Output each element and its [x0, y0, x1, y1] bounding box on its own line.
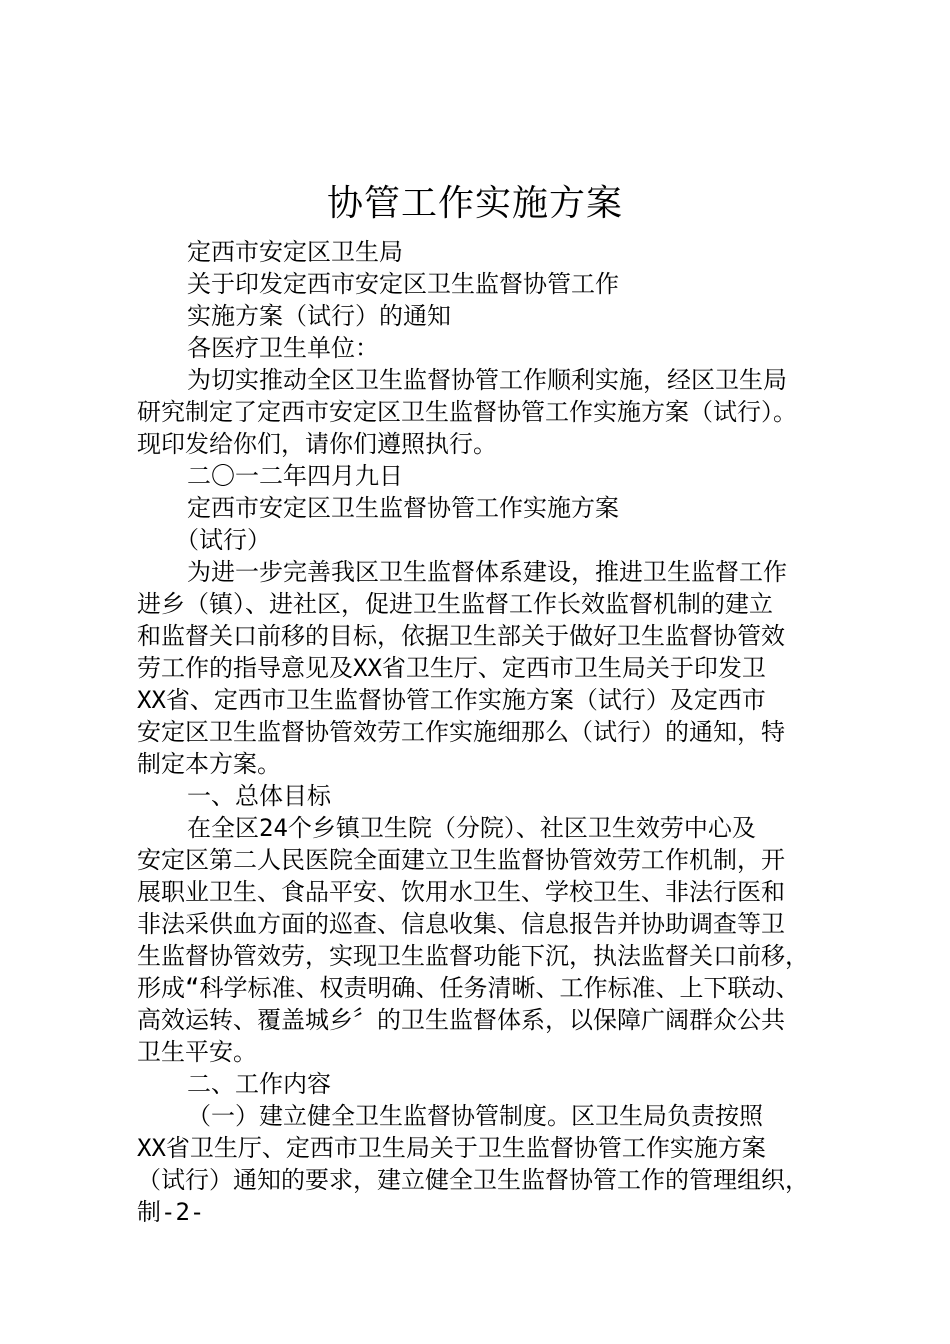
paragraph-line: 生监督协管效劳，实现卫生监督功能下沉，执法监督关口前移， [137, 942, 809, 970]
plan-subtitle-line: （试行） [175, 526, 271, 554]
document-title: 协管工作实施方案 [326, 183, 623, 224]
plan-title-line: 定西市安定区卫生监督协管工作实施方案 [187, 494, 619, 522]
paragraph-line: XX省卫生厅、定西市卫生局关于卫生监督协管工作实施方案 [137, 1134, 766, 1162]
paragraph-line: 研究制定了定西市安定区卫生监督协管工作实施方案（试行）。 [137, 398, 797, 426]
date-line: 二〇一二年四月九日 [187, 462, 403, 490]
notice-title-line-1: 关于印发定西市安定区卫生监督协管工作 [187, 270, 619, 298]
issuer-line: 定西市安定区卫生局 [187, 238, 403, 266]
paragraph-line: 非法采供血方面的巡查、信息收集、信息报告并协助调查等卫 [137, 910, 785, 938]
paragraph-line: 现印发给你们，请你们遵照执行。 [137, 430, 497, 458]
paragraph-line: XX省、定西市卫生监督协管工作实施方案（试行）及定西市 [137, 686, 766, 714]
paragraph-line: 为切实推动全区卫生监督协管工作顺利实施，经区卫生局 [187, 366, 787, 394]
paragraph-line: 制定本方案。 [137, 750, 281, 778]
paragraph-line: 进乡（镇）、进社区，促进卫生监督工作长效监督机制的建立 [137, 590, 773, 618]
paragraph-line: 安定区卫生监督协管效劳工作实施细那么（试行）的通知，特 [137, 718, 785, 746]
notice-title-line-2: 实施方案（试行）的通知 [187, 302, 451, 330]
paragraph-line: 安定区第二人民医院全面建立卫生监督协管效劳工作机制，开 [137, 846, 785, 874]
paragraph-line: 和监督关口前移的目标，依据卫生部关于做好卫生监督协管效 [137, 622, 785, 650]
paragraph-line: 高效运转、覆盖城乡〞的卫生监督体系，以保障广阔群众公共 [137, 1006, 785, 1034]
page-footer-line: 制-2- [137, 1198, 205, 1226]
paragraph-line: （试行）通知的要求，建立健全卫生监督协管工作的管理组织， [137, 1166, 809, 1194]
paragraph-line: 在全区24个乡镇卫生院（分院）、社区卫生效劳中心及 [187, 814, 756, 842]
section-heading-1: 一、总体目标 [187, 782, 331, 810]
paragraph-line: （一）建立健全卫生监督协管制度。区卫生局负责按照 [187, 1102, 763, 1130]
salutation: 各医疗卫生单位： [187, 334, 379, 362]
paragraph-line: 卫生平安。 [137, 1038, 257, 1066]
paragraph-line: 劳工作的指导意见及XX省卫生厅、定西市卫生局关于印发卫 [137, 654, 766, 682]
paragraph-line: 形成“科学标准、权责明确、任务清晰、工作标准、上下联动、 [137, 974, 800, 1002]
section-heading-2: 二、工作内容 [187, 1070, 331, 1098]
paragraph-line: 为进一步完善我区卫生监督体系建设，推进卫生监督工作 [187, 558, 787, 586]
paragraph-line: 展职业卫生、食品平安、饮用水卫生、学校卫生、非法行医和 [137, 878, 785, 906]
